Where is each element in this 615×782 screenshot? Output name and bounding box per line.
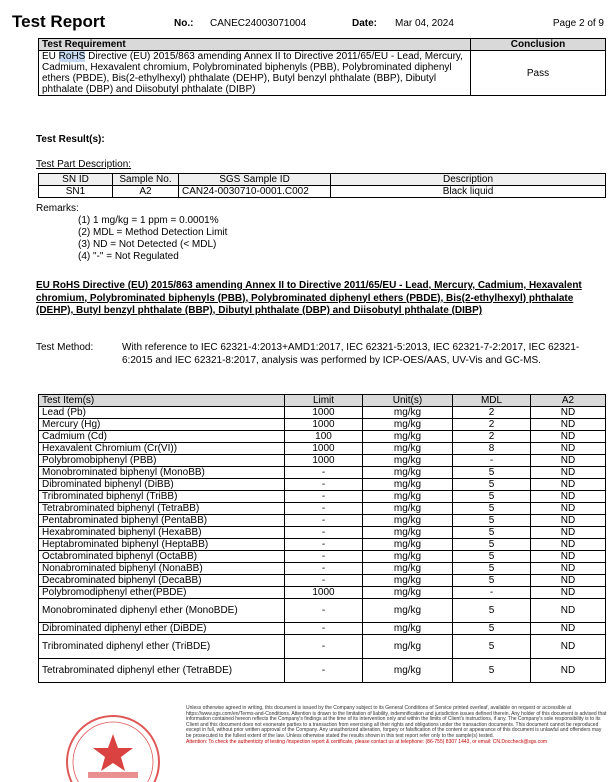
table-cell: -	[285, 599, 363, 623]
table-row	[39, 623, 606, 635]
table-cell: Heptabrominated biphenyl (HeptaBB)	[39, 539, 285, 551]
table-cell: 1000	[285, 587, 363, 599]
table-cell: SN1	[39, 186, 113, 198]
table-cell: Hexavalent Chromium (Cr(VI))	[39, 443, 285, 455]
requirement-rest: Directive (EU) 2015/863 amending Annex II to Directive 2011/65/EU - Lead, Mercury, Cadmium, Hexavalent chromium, Polybrominated biphenyls (PBB), Polybrominated diphenyl ethers (PBDE), Bis(2-ethylhexyl) phthalate (DEHP), Butyl benzyl phthalate (BBP), Dibutyl phthalate (DBP) and Diisobutyl phthalate (DIBP)	[42, 51, 463, 95]
table-cell: Tribrominated diphenyl ether (TriBDE)	[39, 635, 285, 659]
table-cell: Mercury (Hg)	[39, 419, 285, 431]
table-cell: -	[285, 527, 363, 539]
table-cell: 1000	[285, 443, 363, 455]
table-cell: Polybromodiphenyl ether(PBDE)	[39, 587, 285, 599]
table-row	[39, 599, 606, 623]
table-row	[39, 467, 606, 479]
table-cell: ND	[531, 479, 606, 491]
col-sn-id: SN ID	[39, 174, 113, 186]
table-cell: mg/kg	[363, 479, 453, 491]
test-results-label: Test Result(s):	[36, 134, 105, 145]
table-cell: Tribrominated biphenyl (TriBB)	[39, 491, 285, 503]
table-cell: ND	[531, 443, 606, 455]
table-cell: 5	[453, 575, 531, 587]
table-cell: -	[285, 635, 363, 659]
table-cell: Lead (Pb)	[39, 407, 285, 419]
company-seal	[58, 712, 168, 782]
table-cell: 5	[453, 503, 531, 515]
remarks-label: Remarks:	[36, 203, 79, 214]
table-cell: ND	[531, 515, 606, 527]
table-cell: mg/kg	[363, 659, 453, 683]
table-row	[39, 455, 606, 467]
table-cell: ND	[531, 467, 606, 479]
table-cell: ND	[531, 575, 606, 587]
table-cell: mg/kg	[363, 599, 453, 623]
test-method-text: With reference to IEC 62321-4:2013+AMD1:2017, IEC 62321-5:2013, IEC 62321-7-2:2017, IEC 62321-6:2015 and IEC 62321-8:2017, analysis was performed by ICP-OES/AAS, UV-Vis and GC-MS.	[122, 342, 580, 366]
table-cell: mg/kg	[363, 419, 453, 431]
report-date-label: Date:	[352, 18, 378, 29]
table-cell: mg/kg	[363, 491, 453, 503]
table-cell: Decabrominated biphenyl (DecaBB)	[39, 575, 285, 587]
conclusion-value: Pass	[471, 51, 606, 96]
table-cell: mg/kg	[363, 575, 453, 587]
table-cell: 1000	[285, 455, 363, 467]
table-row	[39, 186, 606, 198]
table-cell: mg/kg	[363, 515, 453, 527]
table-cell: Tetrabrominated biphenyl (TetraBB)	[39, 503, 285, 515]
part-description-label: Test Part Description:	[36, 159, 132, 170]
table-cell: -	[285, 575, 363, 587]
requirement-prefix: EU	[42, 51, 59, 62]
list-item: (3) ND = Not Detected (< MDL)	[78, 239, 217, 250]
report-number: CANEC24003071004	[210, 18, 307, 29]
table-cell: ND	[531, 503, 606, 515]
page-indicator: Page 2 of 9	[552, 18, 604, 29]
table-cell: ND	[531, 563, 606, 575]
table-cell: 5	[453, 479, 531, 491]
sample-table	[38, 173, 606, 198]
table-cell: ND	[531, 539, 606, 551]
table-cell: 5	[453, 659, 531, 683]
table-cell: 1000	[285, 419, 363, 431]
table-cell: 1000	[285, 407, 363, 419]
requirement-table-header	[39, 39, 606, 51]
table-row	[39, 587, 606, 599]
report-title: Test Report	[12, 12, 106, 31]
list-item: (4) "-" = Not Regulated	[78, 251, 179, 262]
table-cell: 5	[453, 551, 531, 563]
highlighted-word: RoHS	[58, 51, 86, 62]
table-cell: 5	[453, 515, 531, 527]
test-method-label: Test Method:	[36, 342, 94, 353]
table-cell: ND	[531, 527, 606, 539]
table-cell: ND	[531, 587, 606, 599]
requirement-text	[39, 51, 471, 96]
col-units: Unit(s)	[363, 395, 453, 407]
table-cell: Monobrominated diphenyl ether (MonoBDE)	[39, 599, 285, 623]
table-cell: Octabrominated biphenyl (OctaBB)	[39, 551, 285, 563]
table-cell: mg/kg	[363, 527, 453, 539]
table-cell: mg/kg	[363, 587, 453, 599]
table-cell: -	[285, 491, 363, 503]
table-cell: ND	[531, 491, 606, 503]
table-cell: mg/kg	[363, 443, 453, 455]
legal-footer	[186, 706, 608, 745]
footer-terms: Unless otherwise agreed in writing, this document is issued by the Company subject to its General Conditions of Service printed overleaf, available on request or accessible at https://www.sgs.com/en/Terms-and-Conditions. Attention is drawn to the limitation of liability, indemnification and jurisdiction issues defined therein. Any holder of this document is advised that information contained hereon reflects the Company's findings at the time of its intervention only and within the limits of Client's instructions, if any. The Company's sole responsibility is to its Client and this document does not exonerate parties to a transaction from exercising all their rights and obligations under the transaction documents. This document cannot be reproduced except in full, without prior written approval of the Company. Any unauthorized alteration, forgery or falsification of the content or appearance of this document is unlawful and offenders may be prosecuted to the fullest extent of the law. Unless otherwise stated the results shown in this test report refer only to the sample(s) tested.	[186, 705, 607, 739]
table-cell: -	[285, 479, 363, 491]
table-cell: Black liquid	[331, 186, 606, 198]
table-cell: mg/kg	[363, 467, 453, 479]
footer-attention: Attention: To check the authenticity of testing /inspection report & certificate, please contact us at telephone: (86-755) 8307 1443, or email: CN.Doccheck@sgs.com	[186, 738, 548, 745]
table-cell: ND	[531, 431, 606, 443]
remarks-list	[36, 215, 227, 263]
table-cell: ND	[531, 623, 606, 635]
requirement-row	[39, 51, 606, 96]
table-cell: Pentabrominated biphenyl (PentaBB)	[39, 515, 285, 527]
col-limit: Limit	[285, 395, 363, 407]
table-cell: mg/kg	[363, 431, 453, 443]
table-row	[39, 503, 606, 515]
table-cell: 5	[453, 539, 531, 551]
col-a2: A2	[531, 395, 606, 407]
table-row	[39, 407, 606, 419]
table-row	[39, 491, 606, 503]
table-cell: -	[285, 503, 363, 515]
table-cell: 5	[453, 599, 531, 623]
table-row	[39, 443, 606, 455]
table-cell: -	[285, 467, 363, 479]
table-row	[39, 635, 606, 659]
table-cell: -	[285, 551, 363, 563]
table-row	[39, 551, 606, 563]
remarks	[36, 203, 227, 263]
table-cell: -	[453, 587, 531, 599]
table-cell: A2	[113, 186, 179, 198]
table-cell: Tetrabrominated diphenyl ether (TetraBDE)	[39, 659, 285, 683]
table-cell: ND	[531, 455, 606, 467]
table-cell: Monobrominated biphenyl (MonoBB)	[39, 467, 285, 479]
table-row	[39, 539, 606, 551]
table-row	[39, 479, 606, 491]
table-cell: ND	[531, 659, 606, 683]
table-cell: 2	[453, 431, 531, 443]
table-cell: 5	[453, 635, 531, 659]
table-cell: Hexabrominated biphenyl (HexaBB)	[39, 527, 285, 539]
table-cell: CAN24-0030710-0001.C002	[179, 186, 331, 198]
table-cell: Dibrominated diphenyl ether (DiBDE)	[39, 623, 285, 635]
table-row	[39, 659, 606, 683]
table-cell: Cadmium (Cd)	[39, 431, 285, 443]
results-table-body	[39, 407, 606, 683]
table-cell: 5	[453, 467, 531, 479]
col-sgs-sample-id: SGS Sample ID	[179, 174, 331, 186]
table-row	[39, 575, 606, 587]
table-cell: 5	[453, 623, 531, 635]
table-row	[39, 419, 606, 431]
table-cell: 5	[453, 563, 531, 575]
col-description: Description	[331, 174, 606, 186]
table-cell: -	[285, 659, 363, 683]
table-cell: Polybromobiphenyl (PBB)	[39, 455, 285, 467]
table-row	[39, 563, 606, 575]
table-cell: -	[453, 455, 531, 467]
table-cell: 2	[453, 407, 531, 419]
list-item: (2) MDL = Method Detection Limit	[78, 227, 228, 238]
col-test-item: Test Item(s)	[39, 395, 285, 407]
table-cell: -	[285, 563, 363, 575]
table-cell: ND	[531, 635, 606, 659]
section-heading: EU RoHS Directive (EU) 2015/863 amending Annex II to Directive 2011/65/EU - Lead, Mercury, Cadmium, Hexavalent chromium, Polybrominated biphenyls (PBB), Polybrominated diphenyl ethers (PBDE), Bis(2-ethylhexyl) phthalate (DEHP), Butyl benzyl phthalate (BBP), Dibutyl phthalate (DBP) and Diisobutyl phthalate (DIBP)	[36, 280, 582, 316]
table-cell: -	[285, 539, 363, 551]
table-cell: mg/kg	[363, 407, 453, 419]
table-cell: mg/kg	[363, 563, 453, 575]
table-row	[39, 527, 606, 539]
table-cell: mg/kg	[363, 623, 453, 635]
sample-table-header	[39, 174, 606, 186]
table-cell: mg/kg	[363, 551, 453, 563]
results-table-header	[39, 395, 606, 407]
table-cell: mg/kg	[363, 539, 453, 551]
col-conclusion: Conclusion	[471, 39, 606, 51]
table-cell: ND	[531, 599, 606, 623]
col-test-requirement: Test Requirement	[39, 39, 471, 51]
col-sample-no: Sample No.	[113, 174, 179, 186]
table-cell: ND	[531, 551, 606, 563]
table-cell: mg/kg	[363, 455, 453, 467]
table-cell: 8	[453, 443, 531, 455]
table-cell: 5	[453, 527, 531, 539]
table-cell: -	[285, 515, 363, 527]
table-cell: Nonabrominated biphenyl (NonaBB)	[39, 563, 285, 575]
report-number-label: No.:	[174, 18, 194, 29]
table-row	[39, 431, 606, 443]
table-cell: mg/kg	[363, 635, 453, 659]
results-table	[38, 394, 606, 683]
table-cell: ND	[531, 419, 606, 431]
table-cell: 100	[285, 431, 363, 443]
table-cell: 2	[453, 419, 531, 431]
report-date: Mar 04, 2024	[395, 18, 454, 29]
report-header	[12, 10, 607, 32]
col-mdl: MDL	[453, 395, 531, 407]
requirement-table	[38, 38, 606, 96]
table-cell: mg/kg	[363, 503, 453, 515]
table-cell: -	[285, 623, 363, 635]
table-cell: Dibrominated biphenyl (DiBB)	[39, 479, 285, 491]
table-row	[39, 515, 606, 527]
list-item: (1) 1 mg/kg = 1 ppm = 0.0001%	[78, 215, 219, 226]
table-cell: 5	[453, 491, 531, 503]
table-cell: ND	[531, 407, 606, 419]
